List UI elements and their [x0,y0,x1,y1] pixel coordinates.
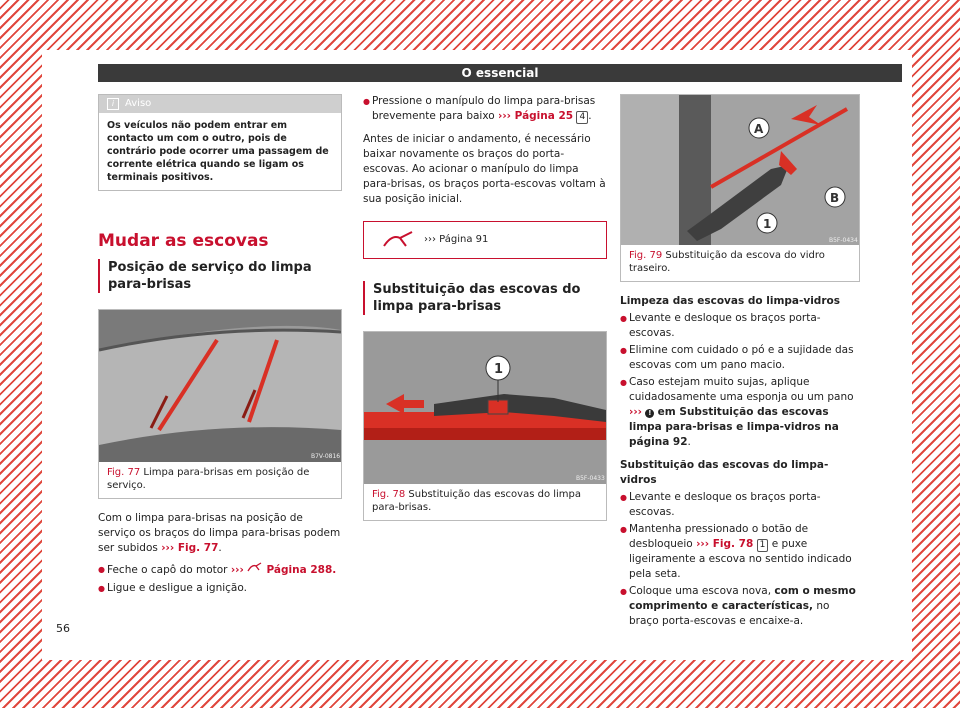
figure-link[interactable]: ››› Fig. 78 [696,538,754,550]
subsection-title: Posição de serviço do limpa para-brisas [108,260,312,292]
figure-code: B5F-0433 [576,475,605,482]
info-icon: i [107,98,119,110]
list-item: ● Elimine com cuidado o pó e a sujidade das escovas com um pano macio. [620,343,860,373]
page-number: 56 [56,622,70,635]
subsection-heading [98,259,342,293]
figure-label: Fig. 77 [107,467,141,478]
figure-code: B5F-0434 [829,237,858,244]
callout-b: B [830,191,840,205]
page [42,50,912,660]
figure-caption-text: Substituição das escovas do limpa para-brisas. [372,489,582,513]
list-item: ● Coloque uma escova nova, com o mesmo comprimento e características, no braço porta-escovas e encaixe-a. [620,584,860,629]
figure-79 [620,94,860,282]
reference-box [363,221,607,259]
figure-77 [98,309,342,499]
figure-label: Fig. 79 [629,250,663,261]
figure-label: Fig. 78 [372,489,406,500]
page-link[interactable]: Página 288. [266,564,337,576]
figure-code: B7V-0816 [311,453,341,460]
figure-caption [621,245,859,281]
note-paragraph: Antes de iniciar o andamento, é necessário baixar novamente os braços do porta-escovas. Ao acionar o manípulo do limpa para-brisas, os braços porta-escovas voltam à sua posição inicial. [363,133,606,205]
figure-78 [363,331,607,521]
warning-header [99,95,341,113]
list-item: ● Levante e desloque os braços porta-escovas. [620,490,860,520]
callout-number: 1 [757,539,769,552]
callout-a: A [754,122,764,136]
list-item: ● Ligue e desligue a ignição. [98,581,342,596]
subsection-title: Substituição das escovas do limpa para-brisas [373,282,581,314]
warning-icon: ! [645,409,654,418]
service-position-paragraph: Com o limpa para-brisas na posição de serviço os braços do limpa para-brisas podem ser subidos ››› Fig. 77. [98,512,341,554]
reference-link[interactable]: ››› Página 91 [424,234,489,245]
figure-caption [364,484,606,520]
warning-link[interactable]: ››› [629,406,642,418]
column-middle [363,94,607,521]
list-item: ● Feche o capô do motor ››› Página 288. [98,562,342,578]
list-item: ● Pressione o manípulo do limpa para-brisas brevemente para baixo ››› Página 25 4 . [363,94,607,124]
warning-label: Aviso [125,98,152,109]
chapter-header: O essencial [98,64,902,82]
list-item: ● Caso estejam muito sujas, aplique cuidadosamente uma esponja ou um pano ››› ! em Substituição das escovas limpa para-brisas e limpa-vidros na página 92. [620,375,860,450]
list-item: ● Levante e desloque os braços porta-escovas. [620,311,860,341]
figure-caption [99,462,341,498]
page-link-arrows[interactable]: ››› [230,564,244,576]
subsection-heading [363,281,607,315]
windshield-wiper-image [99,310,341,462]
rear-wiper-image [621,95,859,245]
section-title: Mudar as escovas [98,231,269,251]
warning-box [98,94,342,191]
cleaning-heading: Limpeza das escovas do limpa-vidros [620,295,840,307]
hand-tool-icon [247,564,266,576]
figure-link[interactable]: ››› Fig. 77 [161,542,219,554]
wiper-blade-release-image [364,332,606,484]
warning-text: Os veículos não podem entrar em contacto um com o outro, pois de contrário pode ocorrer uma passagem de corrente elétrica quando se ligam os terminais positivos. [107,120,329,183]
callout-number: 4 [576,111,588,124]
page-link[interactable]: ››› Página 25 [498,110,574,122]
replacement-heading: Substituição das escovas do limpa-vidros [620,459,829,486]
callout-1: 1 [494,362,504,377]
callout-1: 1 [763,217,772,231]
column-right [620,94,860,629]
column-left [98,94,342,596]
figure-caption-text: Substituição da escova do vidro traseiro. [629,250,825,274]
figure-caption-text: Limpa para-brisas em posição de serviço. [107,467,310,491]
hand-tool-icon [382,230,416,254]
list-item: ● Mantenha pressionado o botão de desbloqueio ››› Fig. 78 1 e puxe ligeiramente a escova no sentido indicado pela seta. [620,522,860,582]
